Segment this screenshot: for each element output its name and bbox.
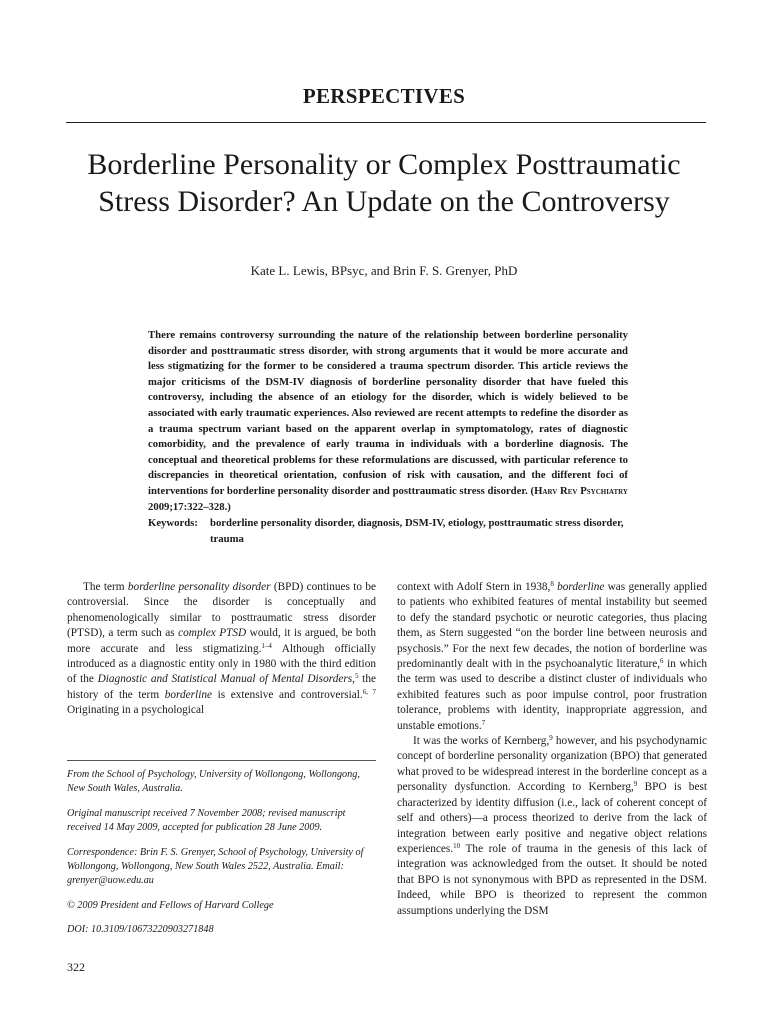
- citation-superscript: 10: [453, 841, 461, 850]
- body-paragraph: [67, 580, 376, 719]
- text-run: would, it is argued, be both more accurate and less stigmatizing.: [67, 627, 376, 655]
- footnote-doi: DOI: 10.3109/10673220903271848: [67, 924, 214, 936]
- page-number: 322: [67, 960, 85, 974]
- keywords-label: Keywords:: [148, 517, 198, 529]
- citation-superscript: 7: [481, 718, 486, 727]
- author-list: Kate L. Lewis, BPsyc, and Brin F. S. Grenyer, PhD: [250, 263, 518, 278]
- footnote-received: Original manuscript received 7 November 2008; revised manuscript received 14 May 2009, accepted for publication 28 June 2009.: [67, 807, 346, 834]
- section-label: PERSPECTIVES: [302, 84, 466, 108]
- citation-superscript: 8: [550, 580, 554, 588]
- keywords: [148, 516, 628, 547]
- italic-term: borderline: [557, 581, 605, 593]
- body-paragraph: [397, 734, 707, 919]
- footnote-copyright: © 2009 President and Fellows of Harvard College: [67, 899, 274, 911]
- citation-superscript: 1–4: [261, 641, 272, 650]
- text-run: Although officially introduced as a diagnostic entity only in 1980 with the third edition of the: [67, 642, 377, 686]
- title-line-2: Stress Disorder? An Update on the Controversy: [98, 185, 670, 218]
- article-title: [40, 146, 728, 220]
- abstract-text: There remains controversy surrounding the nature of the relationship between borderline personality disorder and posttraumatic stress disorder, with strong arguments that it would be more accurate and less stigmatizing for the former to be considered a trauma spectrum disorder. This article reviews the major criticisms of the DSM-IV diagnosis of borderline personality disorder that have fueled this controversy, including the absence of an etiology for the disorder, which is widely believed to be associated with early traumatic experiences. Also reviewed are recent attempts to redefine the disorder as a trauma spectrum variant based on the apparent overlap in symptomatology, rates of diagnostic comorbidity, and the prevalence of early trauma in individuals with a borderline diagnosis. The conceptual and theoretical problems for these reformulations are discussed, with particular reference to discrepancies in theoretical orientation, confusion of risk with causation, and the different foci of interventions for borderline personality disorder and posttraumatic stress disorder.: [148, 329, 628, 497]
- italic-term: borderline personality disorder: [127, 581, 271, 593]
- text-run: context with Adolf Stern in 1938,: [397, 581, 551, 593]
- citation-superscript: 6, 7: [362, 687, 376, 696]
- citation-superscript: 5: [354, 672, 359, 681]
- footnote-rule: [67, 760, 376, 761]
- body-paragraph: [397, 580, 707, 734]
- text-run: however, and his psychodynamic concept of borderline personality organization (BPO) that generated what proved to be widespread interest in the borderline concept as a personality dysfunction. According to Kernberg,: [397, 735, 707, 794]
- footnote-affiliation: From the School of Psychology, University of Wollongong, Wollongong, New South Wales, Australia.: [67, 769, 360, 795]
- italic-term: borderline: [164, 688, 212, 701]
- text-run: was generally applied to patients who exhibited features of mental instability but seemed to defy the standard psychotic or neurotic categories, thus placing them, as Stern suggested “on the border line between neurosis and psychosis.” For the next few decades, the notion of borderline was predominantly dealt with in the psychoanalytic literature,: [397, 581, 707, 671]
- text-run: the history of the term: [67, 673, 376, 701]
- body-column-left: [67, 580, 376, 719]
- keywords-text: borderline personality disorder, diagnosis, DSM-IV, etiology, posttraumatic stress disorder, trauma: [210, 517, 624, 545]
- body-column-right: [397, 580, 707, 919]
- italic-title: Diagnostic and Statistical Manual of Mental Disorders: [97, 673, 353, 686]
- text-run: ,: [352, 673, 355, 686]
- title-line-1: Borderline Personality or Complex Posttraumatic: [87, 148, 681, 181]
- header-rule: [66, 122, 706, 123]
- text-run: The term: [83, 581, 128, 593]
- citation-superscript: 9: [633, 780, 638, 789]
- text-run: in which the term was used to describe a distinct cluster of individuals who exhibited features such as poor impulse control, poor frustration tolerance, problems with identity, inappropriate aggression, and unstable emotions.: [397, 658, 708, 732]
- abstract: [148, 328, 628, 515]
- italic-term: complex PTSD: [178, 627, 247, 640]
- text-run: The role of trauma in the genesis of this lack of integration was acknowledged from the outset. It should be noted that BPO is not synonymous with BPD as represented in the DSM. Indeed, while BPO is theorized to represent the common assumptions underlying the DSM: [397, 842, 707, 917]
- footnotes: [67, 768, 379, 948]
- text-run: Originating in a psychological: [67, 704, 205, 717]
- text-run: is extensive and controversial.: [212, 688, 363, 701]
- abstract-citation: (Harv Rev Psychiatry 2009;17:322–328.): [148, 484, 628, 513]
- footnote-correspondence: Correspondence: Brin F. S. Grenyer, School of Psychology, University of Wollongong, Wollongong, New South Wales 2522, Australia. Email: grenyer@uow.edu.au: [67, 846, 364, 887]
- text-run: BPO is best characterized by identity diffusion (i.e., lack of coherent concept of self and others)—a process theorized to derive from the lack of integration between early positive and negative object relations experiences.: [397, 781, 707, 855]
- citation-superscript: 9: [549, 734, 553, 743]
- text-run: It was the works of Kernberg,: [413, 735, 550, 748]
- text-run: (BPD) continues to be controversial. Since the disorder is conceptually and phenomenologically similar to posttraumatic stress disorder (PTSD), a term such as: [67, 581, 376, 640]
- citation-superscript: 6: [660, 657, 664, 666]
